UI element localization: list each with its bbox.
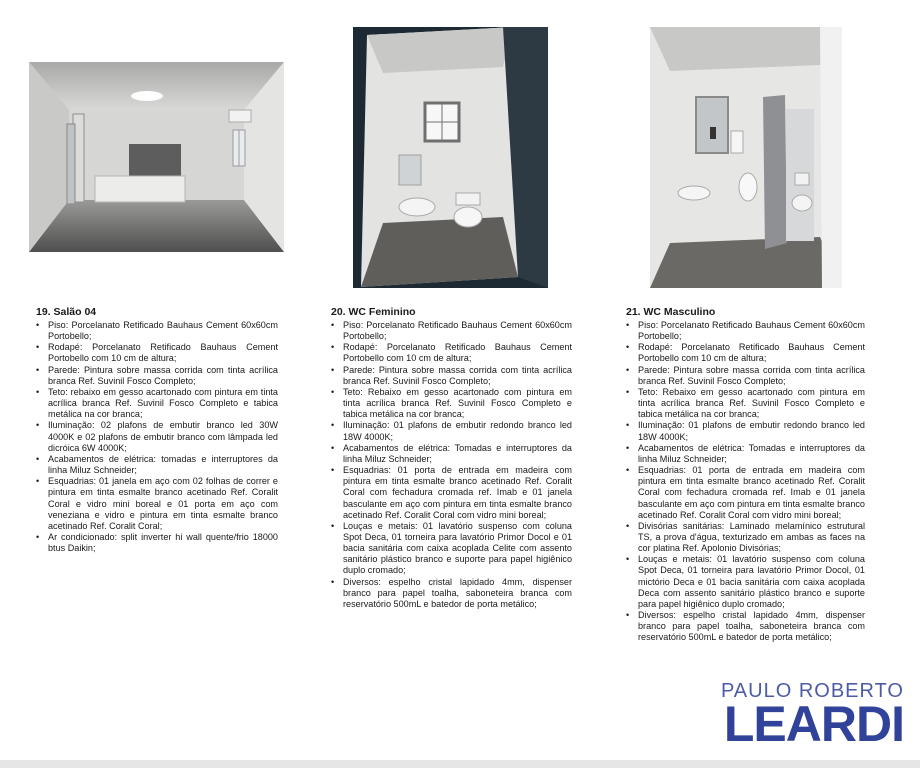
page-bottom-strip: [0, 760, 920, 768]
spec-list: [36, 320, 278, 554]
list-item: • Piso: Porcelanato Retificado Bauhaus Cement 60x60cm Portobello;: [331, 320, 572, 342]
watermark-line2: LEARDI: [723, 696, 904, 752]
list-item: • Rodapé: Porcelanato Retificado Bauhaus Cement Portobello com 10 cm de altura;: [36, 342, 278, 364]
section-title: 21. WC Masculino: [626, 306, 716, 318]
section-salao-04: [36, 306, 278, 554]
list-item: • Parede: Pintura sobre massa corrida com tinta acrílica branca Ref. Suvinil Fosco Completo;: [626, 365, 865, 387]
list-item: • Rodapé: Porcelanato Retificado Bauhaus Cement Portobello com 10 cm de altura;: [626, 342, 865, 364]
spec-list: [626, 320, 865, 644]
list-item: • Ar condicionado: split inverter hi wall quente/frio 18000 btus Daikin;: [36, 532, 278, 554]
list-item: • Diversos: espelho cristal lapidado 4mm, dispenser branco para papel toalha, saboneteira branca com reservatório 500mL e batedor de porta metálico;: [331, 577, 572, 610]
photo-wc-masculino: [650, 27, 842, 288]
watermark-logo: [708, 680, 904, 750]
list-item: • Parede: Pintura sobre massa corrida com tinta acrílica branca Ref. Suvinil Fosco Completo;: [331, 365, 572, 387]
list-item: • Teto: Rebaixo em gesso acartonado com pintura em tinta acrílica branca Ref. Suvinil Fosco Completo e tabica metálica na cor branca;: [331, 387, 572, 420]
photo-salao-04: [29, 62, 284, 252]
list-item: • Divisórias sanitárias: Laminado melamínico estrutural TS, a prova d'água, texturizado em ambas as faces na cor platina Ref. Apolonio Divisórias;: [626, 521, 865, 554]
list-item: • Teto: Rebaixo em gesso acartonado com pintura em tinta acrílica branca Ref. Suvinil Fosco Completo e tabica metálica na cor branca;: [626, 387, 865, 420]
list-item: • Iluminação: 01 plafons de embutir redondo branco led 18W 4000K;: [331, 420, 572, 442]
list-item: • Acabamentos de elétrica: Tomadas e interruptores da linha Miluz Schneider;: [626, 443, 865, 465]
photo-wc-feminino: [353, 27, 548, 288]
list-item: • Diversos: espelho cristal lapidado 4mm, dispenser branco para papel toalha, saboneteira branca com reservatório 500mL e batedor de porta metálico;: [626, 610, 865, 643]
watermark-line1: PAULO ROBERTO: [720, 680, 904, 702]
section-title: 20. WC Feminino: [331, 306, 416, 318]
list-item: • Rodapé: Porcelanato Retificado Bauhaus Cement Portobello com 10 cm de altura;: [331, 342, 572, 364]
list-item: • Louças e metais: 01 lavatório suspenso com coluna Spot Deca, 01 torneira para lavatório Primor Docol, 01 mictório Deca e 01 bacia sanitária com caixa acoplada Deca com assento sanitário plástico branco e suporte para papel higiênico duplo cromado;: [626, 554, 865, 610]
list-item: • Parede: Pintura sobre massa corrida com tinta acrílica branca Ref. Suvinil Fosco Completo;: [36, 365, 278, 387]
list-item: • Iluminação: 01 plafons de embutir redondo branco led 18W 4000K;: [626, 420, 865, 442]
section-wc-masculino: [626, 306, 865, 644]
section-wc-feminino: [331, 306, 572, 610]
list-item: • Acabamentos de elétrica: tomadas e interruptores da linha Miluz Schneider;: [36, 454, 278, 476]
list-item: • Iluminação: 02 plafons de embutir branco led 30W 4000K e 02 plafons de embutir branco com lâmpada led dicróica 6W 4000K;: [36, 420, 278, 453]
list-item: • Piso: Porcelanato Retificado Bauhaus Cement 60x60cm Portobello;: [626, 320, 865, 342]
list-item: • Teto: rebaixo em gesso acartonado com pintura em tinta acrílica branca Ref. Suvinil Fosco Completo e tabica metálica na cor branca;: [36, 387, 278, 420]
list-item: • Louças e metais: 01 lavatório suspenso com coluna Spot Deca, 01 torneira para lavatório Primor Docol e 01 bacia sanitária com caixa acoplada Celite com assento sanitário plástico branco e suporte para papel higiênico duplo cromado;: [331, 521, 572, 577]
list-item: • Esquadrias: 01 janela em aço com 02 folhas de correr e pintura em tinta esmalte branco acetinado Ref. Coralit Coral e vidro mini boreal e 01 porta em aço com veneziana e vidro e pintura em tinta esmalte branco acetinado Ref. Coralit Coral;: [36, 476, 278, 532]
list-item: • Piso: Porcelanato Retificado Bauhaus Cement 60x60cm Portobello;: [36, 320, 278, 342]
list-item: • Esquadrias: 01 porta de entrada em madeira com pintura em tinta esmalte branco acetinado Ref. Coralit Coral com fechadura cromada ref. Imab e 01 janela basculante em aço com pintura em tinta esmalte branco acetinado Ref. Coralit Coral com vidro mini boreal;: [626, 465, 865, 521]
spec-list: [331, 320, 572, 610]
list-item: • Acabamentos de elétrica: Tomadas e interruptores da linha Miluz Schneider;: [331, 443, 572, 465]
section-title: 19. Salão 04: [36, 306, 97, 318]
list-item: • Esquadrias: 01 porta de entrada em madeira com pintura em tinta esmalte branco acetinado Ref. Coralit Coral com fechadura cromada ref. Imab e 01 janela basculante em aço com pintura em tinta esmalte branco acetinado Ref. Coralit Coral com vidro mini boreal;: [331, 465, 572, 521]
